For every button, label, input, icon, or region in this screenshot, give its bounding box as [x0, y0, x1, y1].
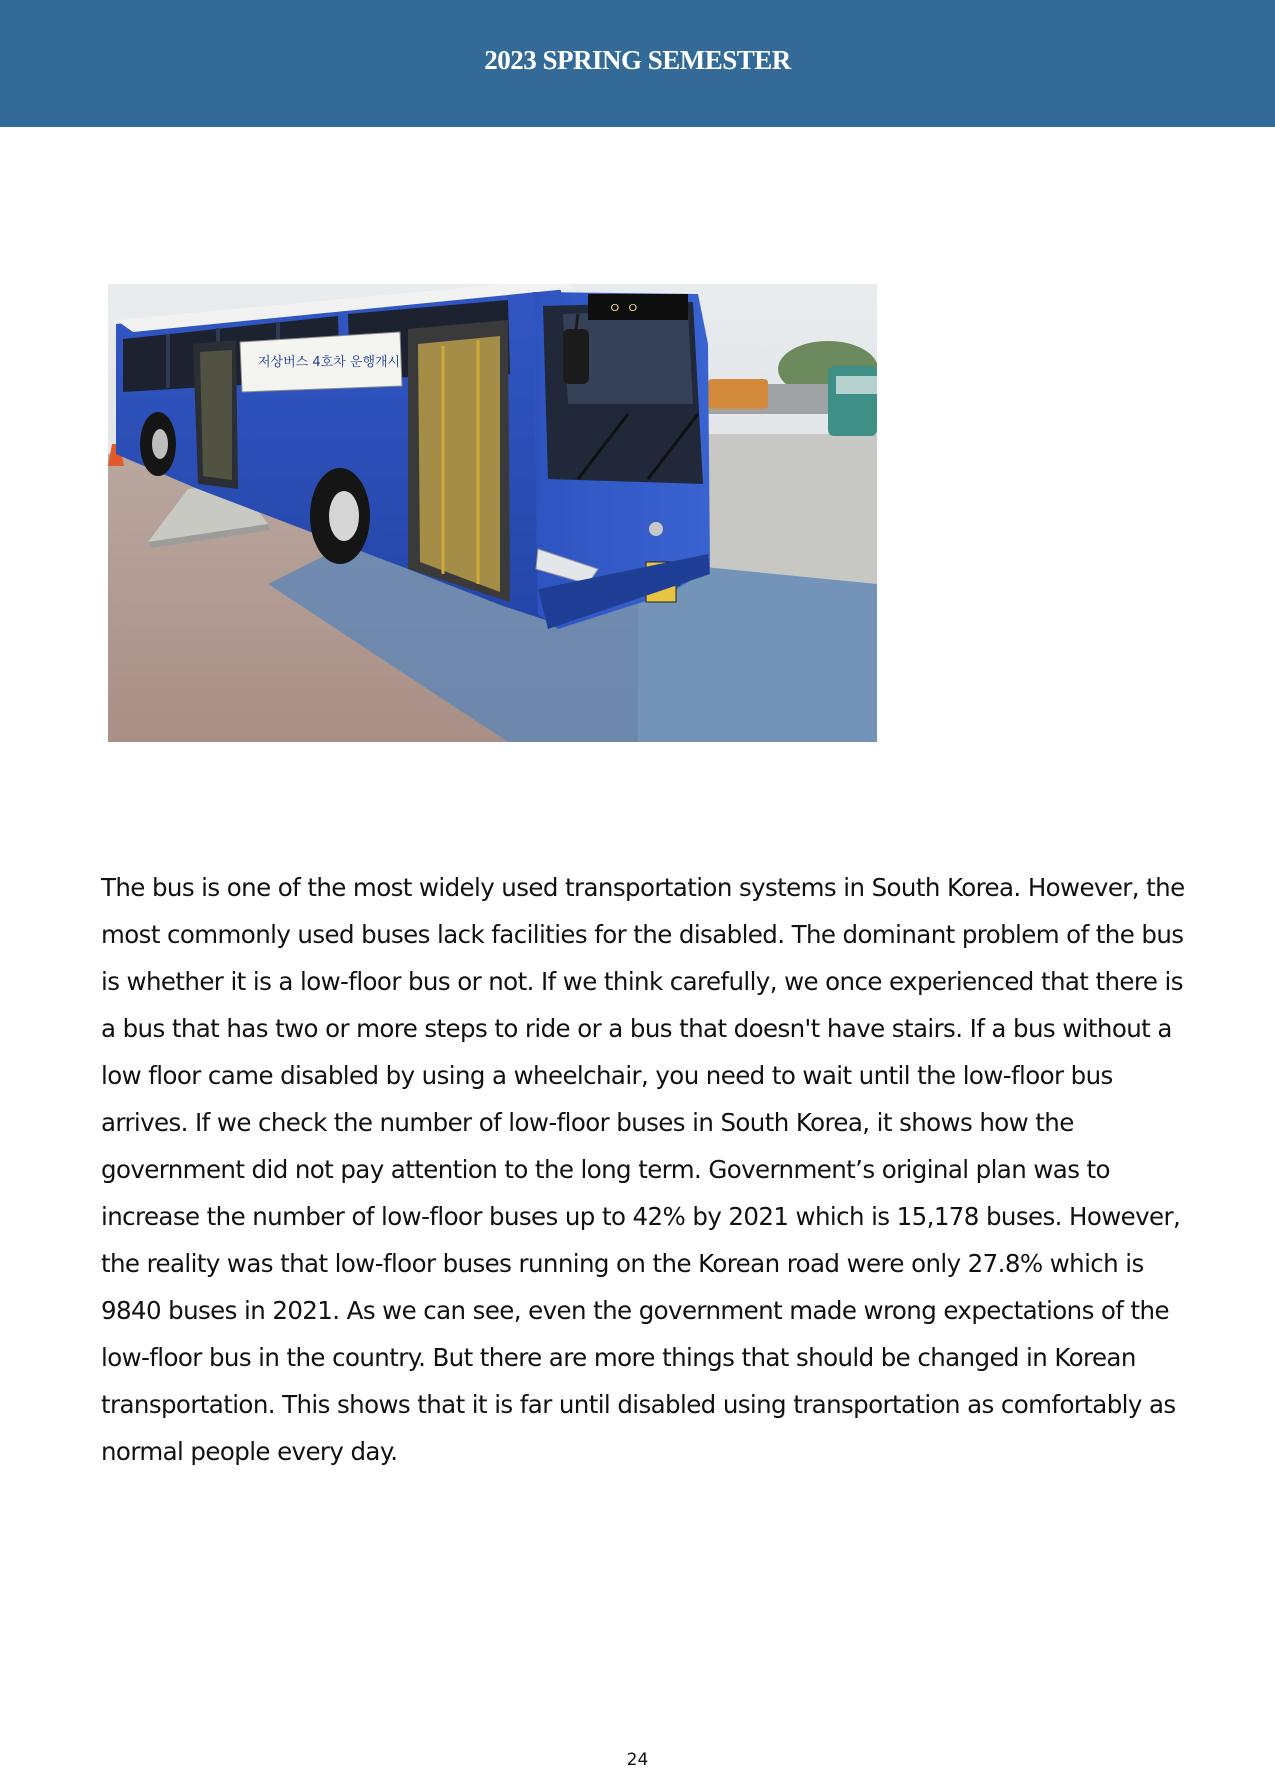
bus-banner-text: 저상버스 4호차 운행개시	[258, 355, 401, 370]
bus-route-display: ㅇ ㅇ	[608, 301, 640, 317]
page-header-title: 2023 SPRING SEMESTER	[484, 45, 791, 75]
page-number: 24	[626, 1750, 649, 1770]
low-floor-bus-photo	[108, 284, 877, 742]
header-band	[0, 0, 1275, 127]
article-paragraph: The bus is one of the most widely used transportation systems in South Korea. However, the most commonly used buses lack facilities for the disabled. The dominant problem of the bus is whether it is a low-floor bus or not. If we think carefully, we once experienced that there is a bus that has two or more steps to ride or a bus that doesn't have stairs. If a bus without a low floor came disabled by using a wheelchair, you need to wait until the low-floor bus arrives. If we check the number of low-floor buses in South Korea, it shows how the government did not pay attention to the long term. Government’s original plan was to increase the number of low-floor buses up to 42% by 2021 which is 15,178 buses. However, the reality was that low-floor buses running on the Korean road were only 27.8% which is 9840 buses in 2021. As we can see, even the government made wrong expectations of the low-floor bus in the country. But there are more things that should be changed in Korean transportation. This shows that it is far until disabled using transportation as comfortably as normal people every day.	[101, 873, 1185, 1466]
